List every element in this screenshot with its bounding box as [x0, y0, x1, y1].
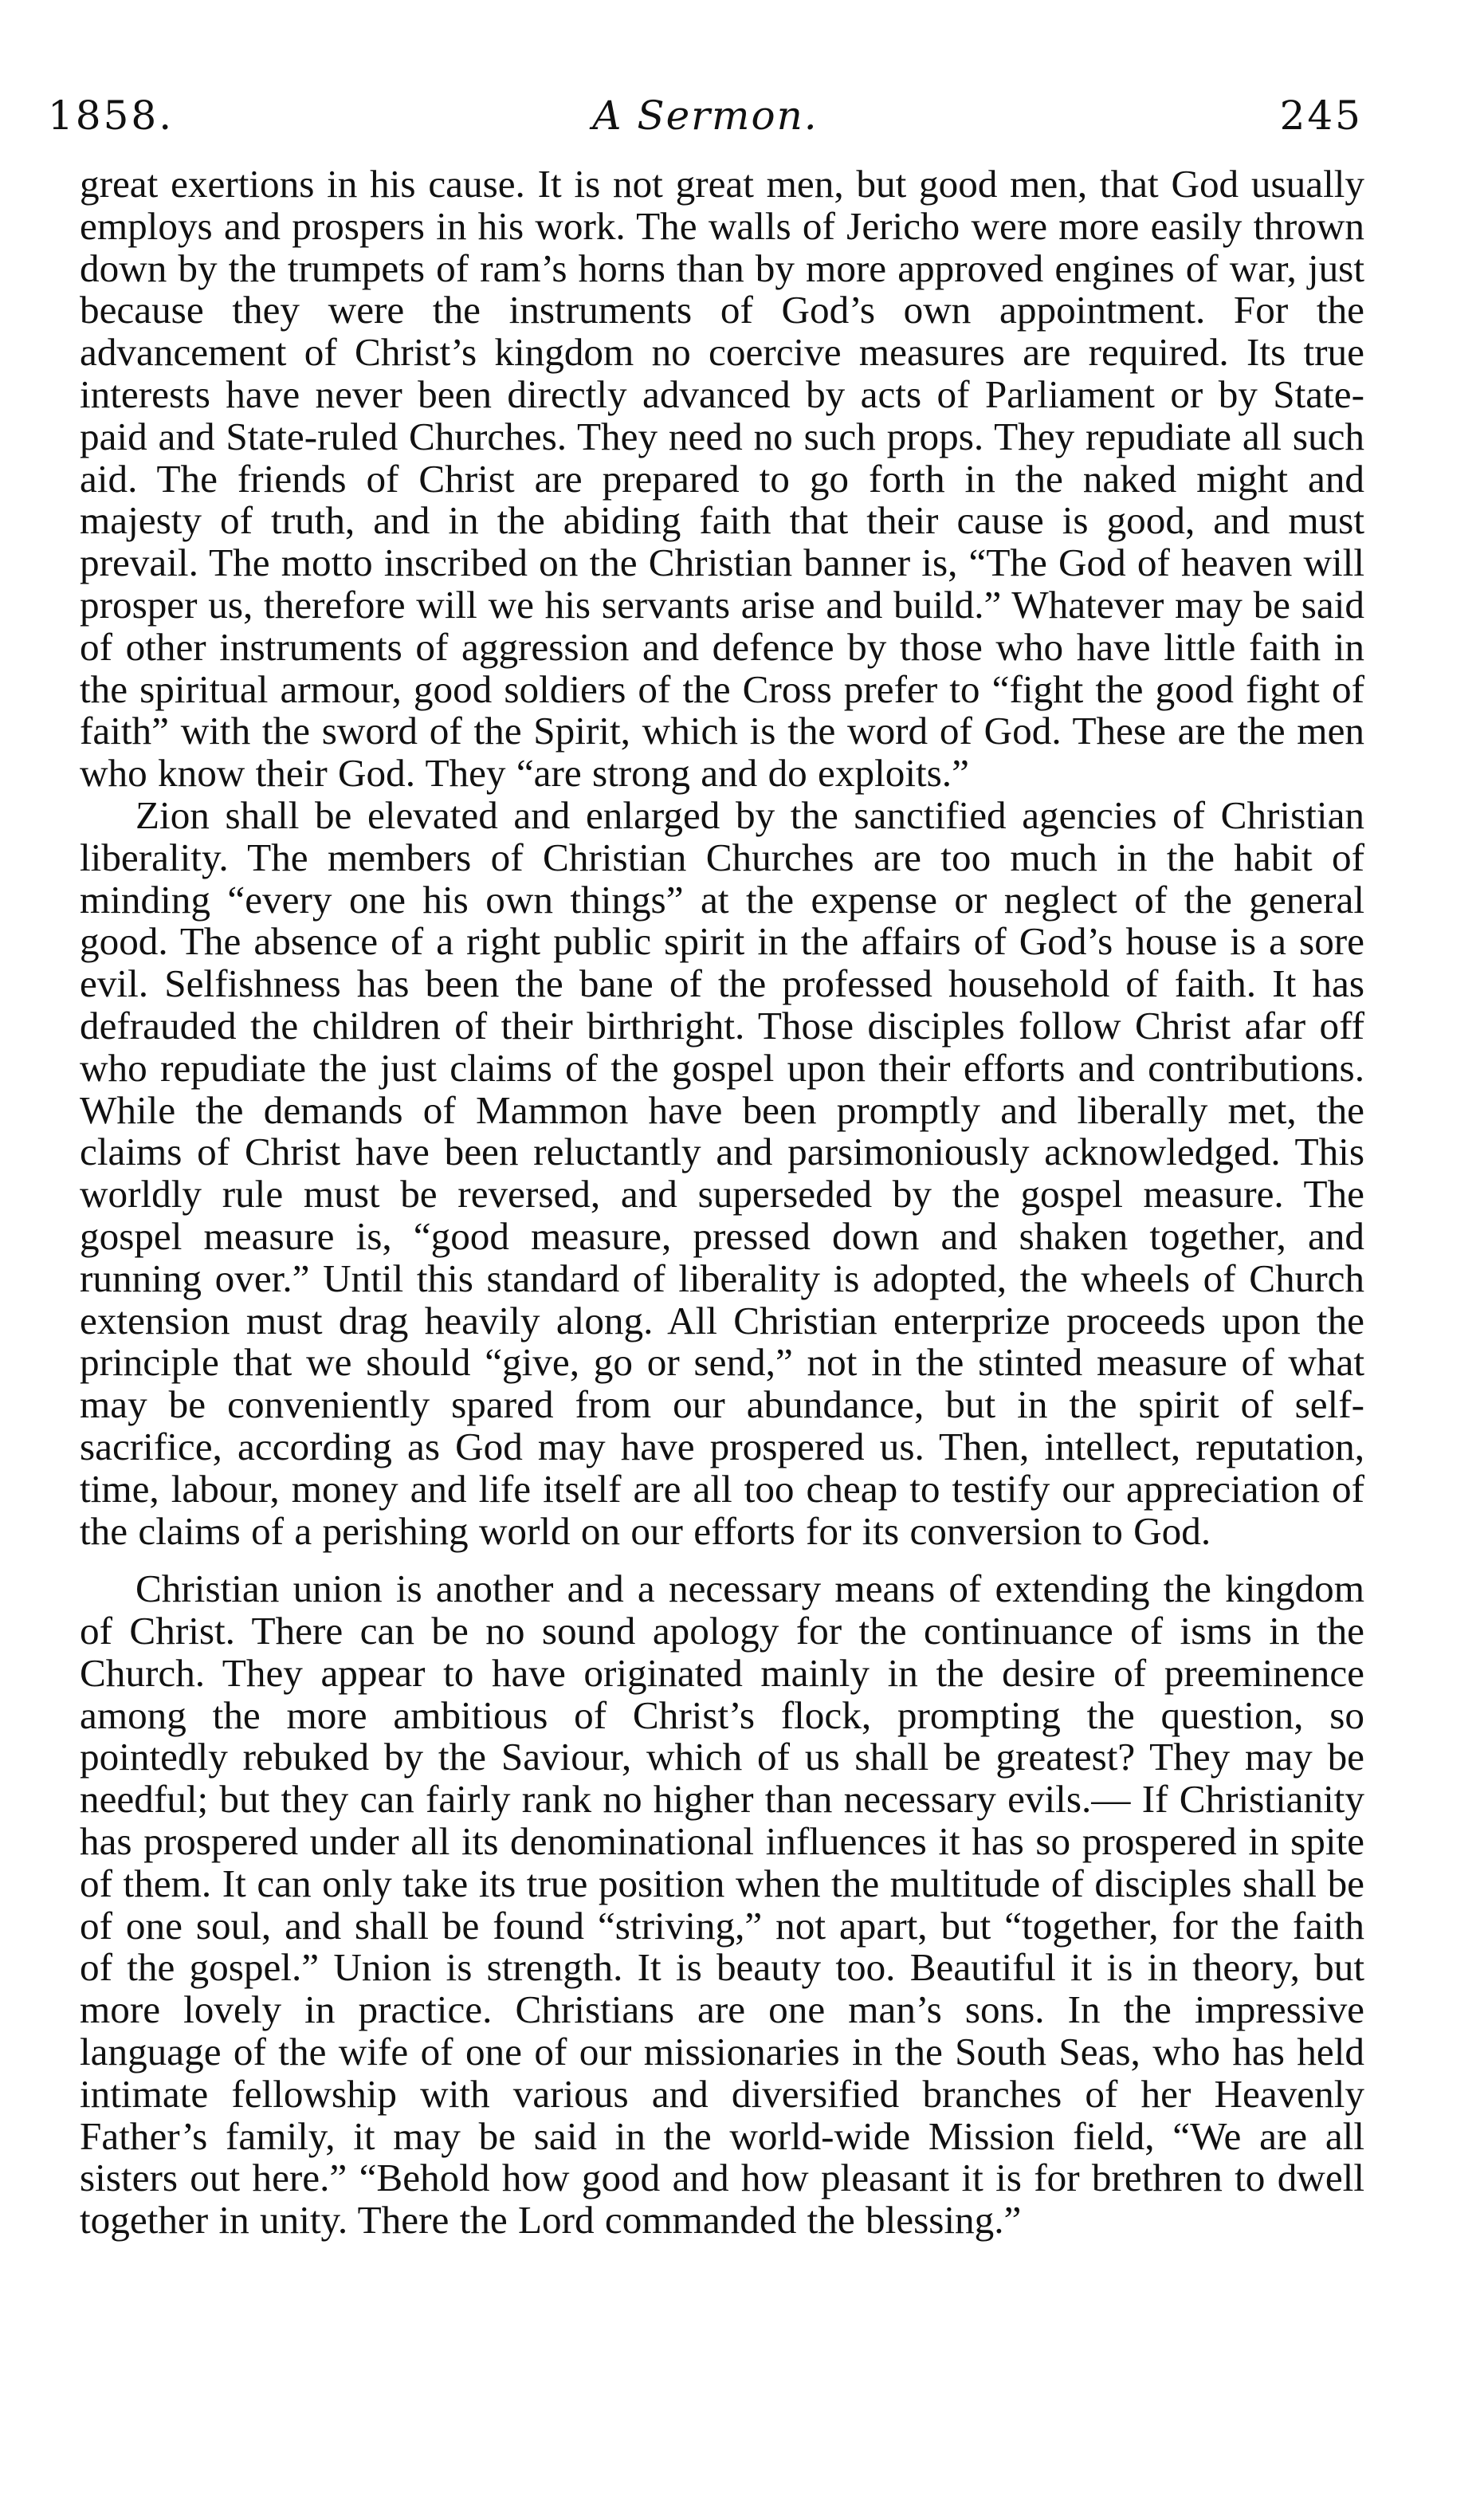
paragraph-continuation: great exertions in his cause. It is not great men, but good men, that God usually employs and prospers in his work. The walls of Jericho were more easily thrown down by the trumpets of ram’s horns than by more approved engines of war, just because they were the instruments of God’s own appointment. For the advancement of Christ’s kingdom no coercive measures are required. Its true interests have never been directly advanced by acts of Parliament or by State-paid and State-ruled Churches. They need no such props. They repudiate all such aid. The friends of Christ are prepared to go forth in the naked might and majesty of truth, and in the abiding faith that their cause is good, and must prevail. The motto inscribed on the Christian banner is, “The God of heaven will prosper us, therefore will we his servants arise and build.” Whatever may be said of other instruments of aggression and defence by those who have little faith in the spiritual armour, good soldiers of the Cross prefer to “fight the good fight of faith” with the sword of the Spirit, which is the word of God. These are the men who know their God. They “are strong and do exploits.” — [80, 162, 1364, 796]
paragraph-liberality: Zion shall be elevated and enlarged by the sanctified agencies of Christian liberality. The members of Christian Churches are too much in the habit of minding “every one his own things” at the expense or neglect of the general good. The absence of a right public spirit in the affairs of God’s house is a sore evil. Selfishness has been the bane of the professed household of faith. It has defrauded the children of their birthright. Those disciples follow Christ afar off who repudiate the just claims of the gospel upon their efforts and contributions. While the demands of Mammon have been promptly and liberally met, the claims of Christ have been reluctantly and parsimoniously acknowledged. This worldly rule must be reversed, and superseded by the gospel measure. The gospel measure is, “good measure, pressed down and shaken together, and running over.” Until this standard of liberality is adopted, the wheels of Church extension must drag heavily along. All Christian enterprize proceeds upon the principle that we should “give, go or send,” not in the stinted measure of what may be conveniently spared from our abundance, but in the spirit of self-sacrifice, according as God may have prospered us. Then, intellect, reputation, time, labour, money and life itself are all too cheap to testify our appreciation of the claims of a perishing world on our efforts for its conversion to God. — [80, 792, 1364, 1553]
page-number: 245 — [1279, 92, 1363, 139]
page-body — [80, 163, 1364, 2242]
paragraph-union: Christian union is another and a necessary means of extending the kingdom of Christ. There can be no sound apology for the continuance of isms in the Church. They appear to have originated mainly in the desire of preeminence among the more ambitious of Christ’s flock, prompting the question, so pointedly rebuked by the Saviour, which of us shall be greatest? They may be needful; but they can fairly rank no higher than necessary evils.— If Christianity has prospered under all its denominational influences it has so prospered in spite of them. It can only take its true position when the multitude of disciples shall be of one soul, and shall be found “striving,” not apart, but “together, for the faith of the gospel.” Union is strength. It is beauty too. Beautiful it is in theory, but more lovely in practice. Christians are one man’s sons. In the impressive language of the wife of one of our missionaries in the South Seas, who has held intimate fellowship with various and diversified branches of her Heavenly Father’s family, it may be said in the world-wide Mission field, “We are all sisters out here.” “Behold how good and how pleasant it is for brethren to dwell together in unity. There the Lord commanded the blessing.” — [80, 1567, 1364, 2243]
header-title: A Sermon. — [592, 92, 819, 139]
header-year: 1858. — [48, 92, 175, 139]
running-header — [48, 80, 1363, 151]
